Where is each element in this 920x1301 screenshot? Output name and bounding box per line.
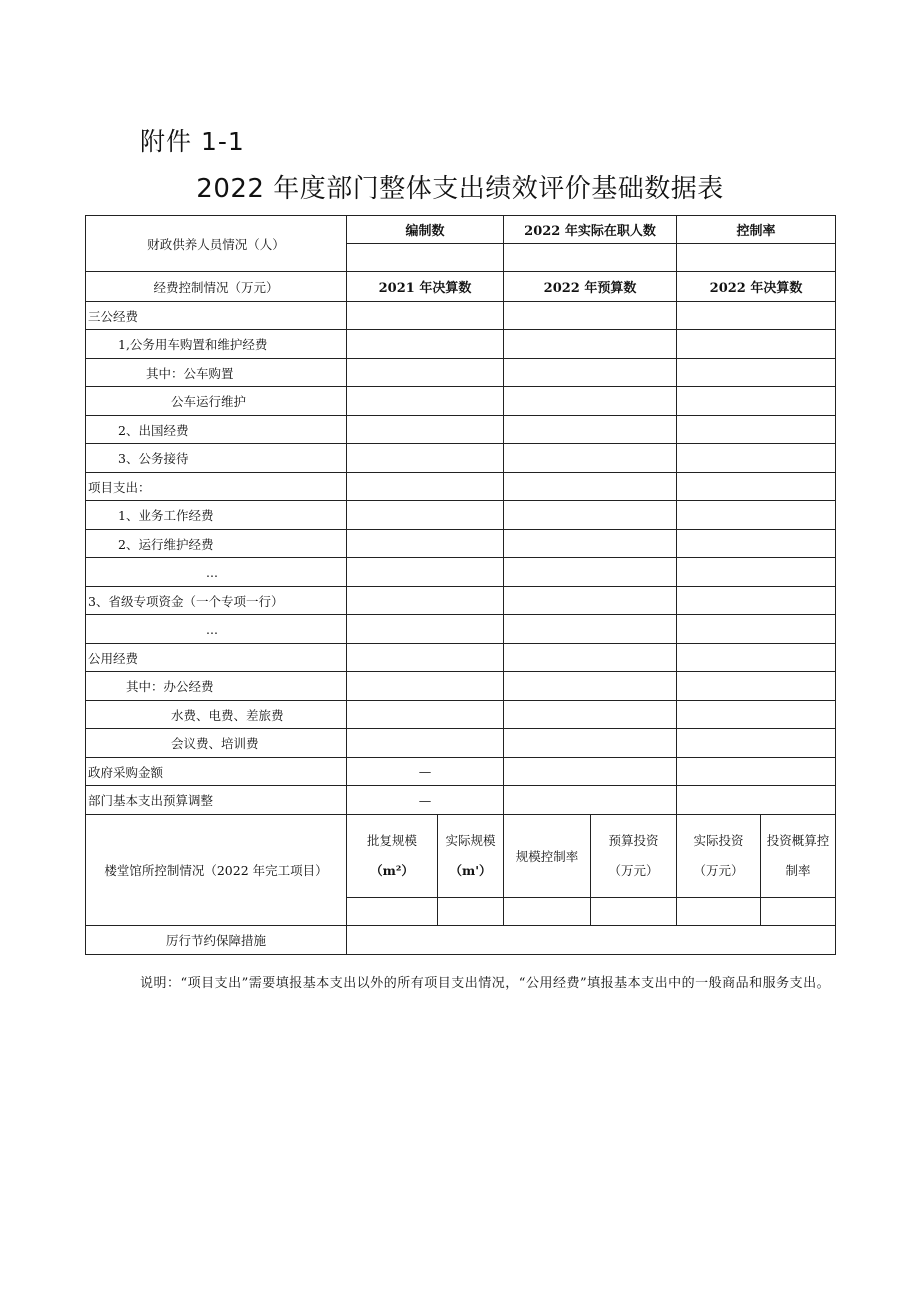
table-cell[interactable] [677, 644, 836, 672]
table-cell[interactable] [677, 302, 836, 330]
table-cell[interactable] [504, 501, 677, 530]
table-cell[interactable] [504, 587, 677, 615]
table-cell[interactable] [504, 330, 677, 359]
table-cell[interactable] [504, 758, 677, 786]
table-cell[interactable] [504, 416, 677, 444]
saving-label: 厉行节约保障措施 [86, 926, 347, 955]
table-cell[interactable] [504, 615, 677, 644]
unit-text: （m²） [370, 863, 414, 878]
row-label: 项目支出： [86, 473, 347, 501]
cell-actual-staff[interactable] [504, 244, 677, 272]
table-cell[interactable] [347, 672, 504, 701]
table-cell[interactable] [347, 501, 504, 530]
header-budget-investment [591, 815, 677, 898]
unit-text: （万元） [608, 863, 659, 878]
row-label: ... [86, 558, 347, 587]
table-cell[interactable] [677, 587, 836, 615]
table-cell[interactable] [347, 644, 504, 672]
header-approved-scale [347, 815, 438, 898]
header-investment-control-rate [761, 815, 836, 898]
data-table [85, 215, 836, 955]
table-cell[interactable] [347, 302, 504, 330]
saving-cell[interactable] [347, 926, 836, 955]
table-cell[interactable] [677, 444, 836, 473]
table-cell[interactable] [677, 615, 836, 644]
table-cell[interactable] [677, 473, 836, 501]
row-label: 三公经费 [86, 302, 347, 330]
table-cell[interactable] [504, 644, 677, 672]
table-cell[interactable] [504, 729, 677, 758]
unit-text: （m'） [449, 863, 492, 878]
row-label: 2、出国经费 [86, 416, 347, 444]
row-label: 公车运行维护 [86, 387, 347, 416]
table-cell[interactable] [677, 729, 836, 758]
row-label: ... [86, 615, 347, 644]
table-cell[interactable] [347, 701, 504, 729]
table-cell[interactable] [347, 330, 504, 359]
table-cell[interactable] [504, 359, 677, 387]
header-actual-scale [438, 815, 504, 898]
table-cell[interactable] [438, 898, 504, 926]
table-cell[interactable] [504, 898, 591, 926]
header-text: 预算投资 [608, 833, 659, 848]
table-cell[interactable] [347, 615, 504, 644]
table-cell[interactable] [347, 473, 504, 501]
header-text: 制率 [785, 863, 811, 878]
table-cell[interactable] [504, 302, 677, 330]
header-text: 批复规模 [366, 833, 417, 848]
table-cell[interactable] [347, 587, 504, 615]
row-label: 公用经费 [86, 644, 347, 672]
dash-cell: — [347, 758, 504, 786]
header-text: 实际规模 [445, 833, 496, 848]
row-label: 其中：办公经费 [86, 672, 347, 701]
header-2022-final: 2022 年决算数 [677, 272, 836, 302]
table-cell[interactable] [677, 501, 836, 530]
table-cell[interactable] [504, 558, 677, 587]
row-label: 2、运行维护经费 [86, 530, 347, 558]
table-cell[interactable] [504, 444, 677, 473]
header-authorized-count: 编制数 [347, 216, 504, 244]
row-label: 其中：公车购置 [86, 359, 347, 387]
row-label: 3、省级专项资金（一个专项一行） [86, 587, 347, 615]
header-actual-investment [677, 815, 761, 898]
table-cell[interactable] [677, 330, 836, 359]
table-cell[interactable] [677, 558, 836, 587]
cell-control-rate[interactable] [677, 244, 836, 272]
table-cell[interactable] [677, 898, 761, 926]
building-label: 楼堂馆所控制情况（2022 年完工项目） [86, 815, 347, 926]
table-cell[interactable] [347, 729, 504, 758]
table-cell[interactable] [677, 387, 836, 416]
footnote: 说明：“项目支出”需要填报基本支出以外的所有项目支出情况，“公用经费”填报基本支出中的一般商品和服务支出。 [140, 976, 831, 991]
table-cell[interactable] [347, 444, 504, 473]
row-label: 会议费、培训费 [86, 729, 347, 758]
table-cell[interactable] [347, 530, 504, 558]
table-cell[interactable] [761, 898, 836, 926]
budget-label: 经费控制情况（万元） [86, 272, 347, 302]
table-cell[interactable] [504, 530, 677, 558]
header-scale-control-rate: 规模控制率 [504, 815, 591, 898]
header-2021-final: 2021 年决算数 [347, 272, 504, 302]
staff-label: 财政供养人员情况（人） [86, 216, 347, 272]
document-title: 2022 年度部门整体支出绩效评价基础数据表 [196, 174, 724, 204]
table-cell[interactable] [504, 701, 677, 729]
table-cell[interactable] [347, 898, 438, 926]
row-label: 政府采购金额 [86, 758, 347, 786]
row-label: 3、公务接待 [86, 444, 347, 473]
dash-cell: — [347, 786, 504, 815]
table-cell[interactable] [677, 416, 836, 444]
table-cell[interactable] [504, 473, 677, 501]
header-actual-staff: 2022 年实际在职人数 [504, 216, 677, 244]
table-cell[interactable] [677, 758, 836, 786]
table-cell[interactable] [591, 898, 677, 926]
table-cell[interactable] [677, 530, 836, 558]
table-cell[interactable] [504, 387, 677, 416]
header-text: 实际投资 [693, 833, 744, 848]
table-cell[interactable] [347, 387, 504, 416]
table-cell[interactable] [347, 558, 504, 587]
header-2022-budget: 2022 年预算数 [504, 272, 677, 302]
table-cell[interactable] [504, 672, 677, 701]
row-label: 1、业务工作经费 [86, 501, 347, 530]
table-cell[interactable] [347, 416, 504, 444]
table-cell[interactable] [677, 359, 836, 387]
row-label: 1,公务用车购置和维护经费 [86, 330, 347, 359]
attachment-label: 附件 1-1 [140, 127, 245, 156]
cell-authorized-count[interactable] [347, 244, 504, 272]
table-cell[interactable] [347, 359, 504, 387]
table-cell[interactable] [677, 701, 836, 729]
header-control-rate: 控制率 [677, 216, 836, 244]
row-label: 部门基本支出预算调整 [86, 786, 347, 815]
table-cell[interactable] [677, 786, 836, 815]
row-label: 水费、电费、差旅费 [86, 701, 347, 729]
unit-text: （万元） [693, 863, 744, 878]
header-text: 投资概算控 [766, 833, 830, 848]
table-cell[interactable] [677, 672, 836, 701]
table-cell[interactable] [504, 786, 677, 815]
